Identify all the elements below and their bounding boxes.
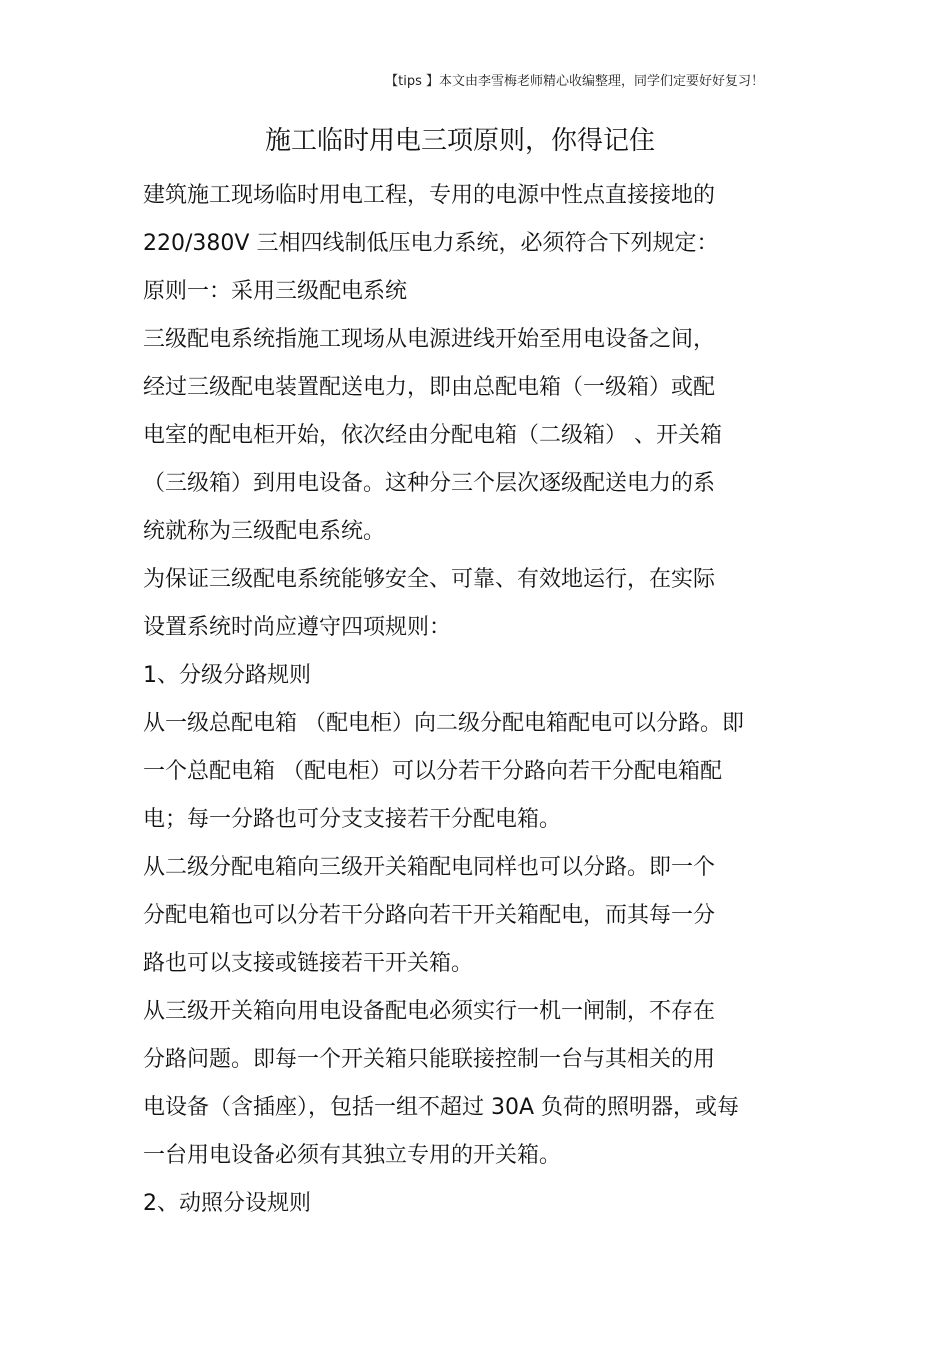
section-heading: 2、动照分设规则 — [143, 1191, 311, 1216]
paragraph-line: 一台用电设备必须有其独立专用的开关箱。 — [143, 1143, 562, 1168]
tips-header: 【tips 】本文由李雪梅老师精心收编整理，同学们定要好好复习！ — [385, 74, 764, 89]
paragraph-line: （三级箱）到用电设备。这种分三个层次逐级配送电力的系 — [143, 471, 716, 496]
paragraph-line: 为保证三级配电系统能够安全、可靠、有效地运行，在实际 — [143, 567, 716, 592]
document-body — [143, 172, 803, 1228]
paragraph-line: 路也可以支接或链接若干开关箱。 — [143, 951, 474, 976]
paragraph-line: 设置系统时尚应遵守四项规则： — [143, 615, 452, 640]
document-title: 施工临时用电三项原则，你得记住 — [264, 126, 655, 156]
paragraph-line: 电；每一分路也可分支支接若干分配电箱。 — [143, 807, 562, 832]
paragraph-line: 从二级分配电箱向三级开关箱配电同样也可以分路。即一个 — [143, 855, 716, 880]
paragraph-line: 分配电箱也可以分若干分路向若干开关箱配电，而其每一分 — [143, 903, 716, 928]
paragraph-line: 经过三级配电装置配送电力，即由总配电箱（一级箱）或配 — [143, 375, 716, 400]
paragraph-line: 从一级总配电箱 （配电柜）向二级分配电箱配电可以分路。即 — [143, 711, 744, 736]
section-heading: 1、分级分路规则 — [143, 663, 311, 688]
paragraph-line: 220/380V 三相四线制低压电力系统，必须符合下列规定： — [143, 231, 719, 256]
paragraph-line: 建筑施工现场临时用电工程，专用的电源中性点直接接地的 — [143, 183, 716, 208]
paragraph-line: 电室的配电柜开始，依次经由分配电箱（二级箱） 、开关箱 — [143, 423, 722, 448]
section-heading: 原则一：采用三级配电系统 — [143, 279, 408, 304]
paragraph-line: 统就称为三级配电系统。 — [143, 519, 386, 544]
paragraph-line: 从三级开关箱向用电设备配电必须实行一机一闸制，不存在 — [143, 999, 716, 1024]
paragraph-line: 三级配电系统指施工现场从电源进线开始至用电设备之间， — [143, 327, 716, 352]
paragraph-line: 分路问题。即每一个开关箱只能联接控制一台与其相关的用 — [143, 1047, 716, 1072]
paragraph-line: 电设备（含插座），包括一组不超过 30A 负荷的照明器，或每 — [143, 1095, 740, 1120]
paragraph-line: 一个总配电箱 （配电柜）可以分若干分路向若干分配电箱配 — [143, 759, 722, 784]
